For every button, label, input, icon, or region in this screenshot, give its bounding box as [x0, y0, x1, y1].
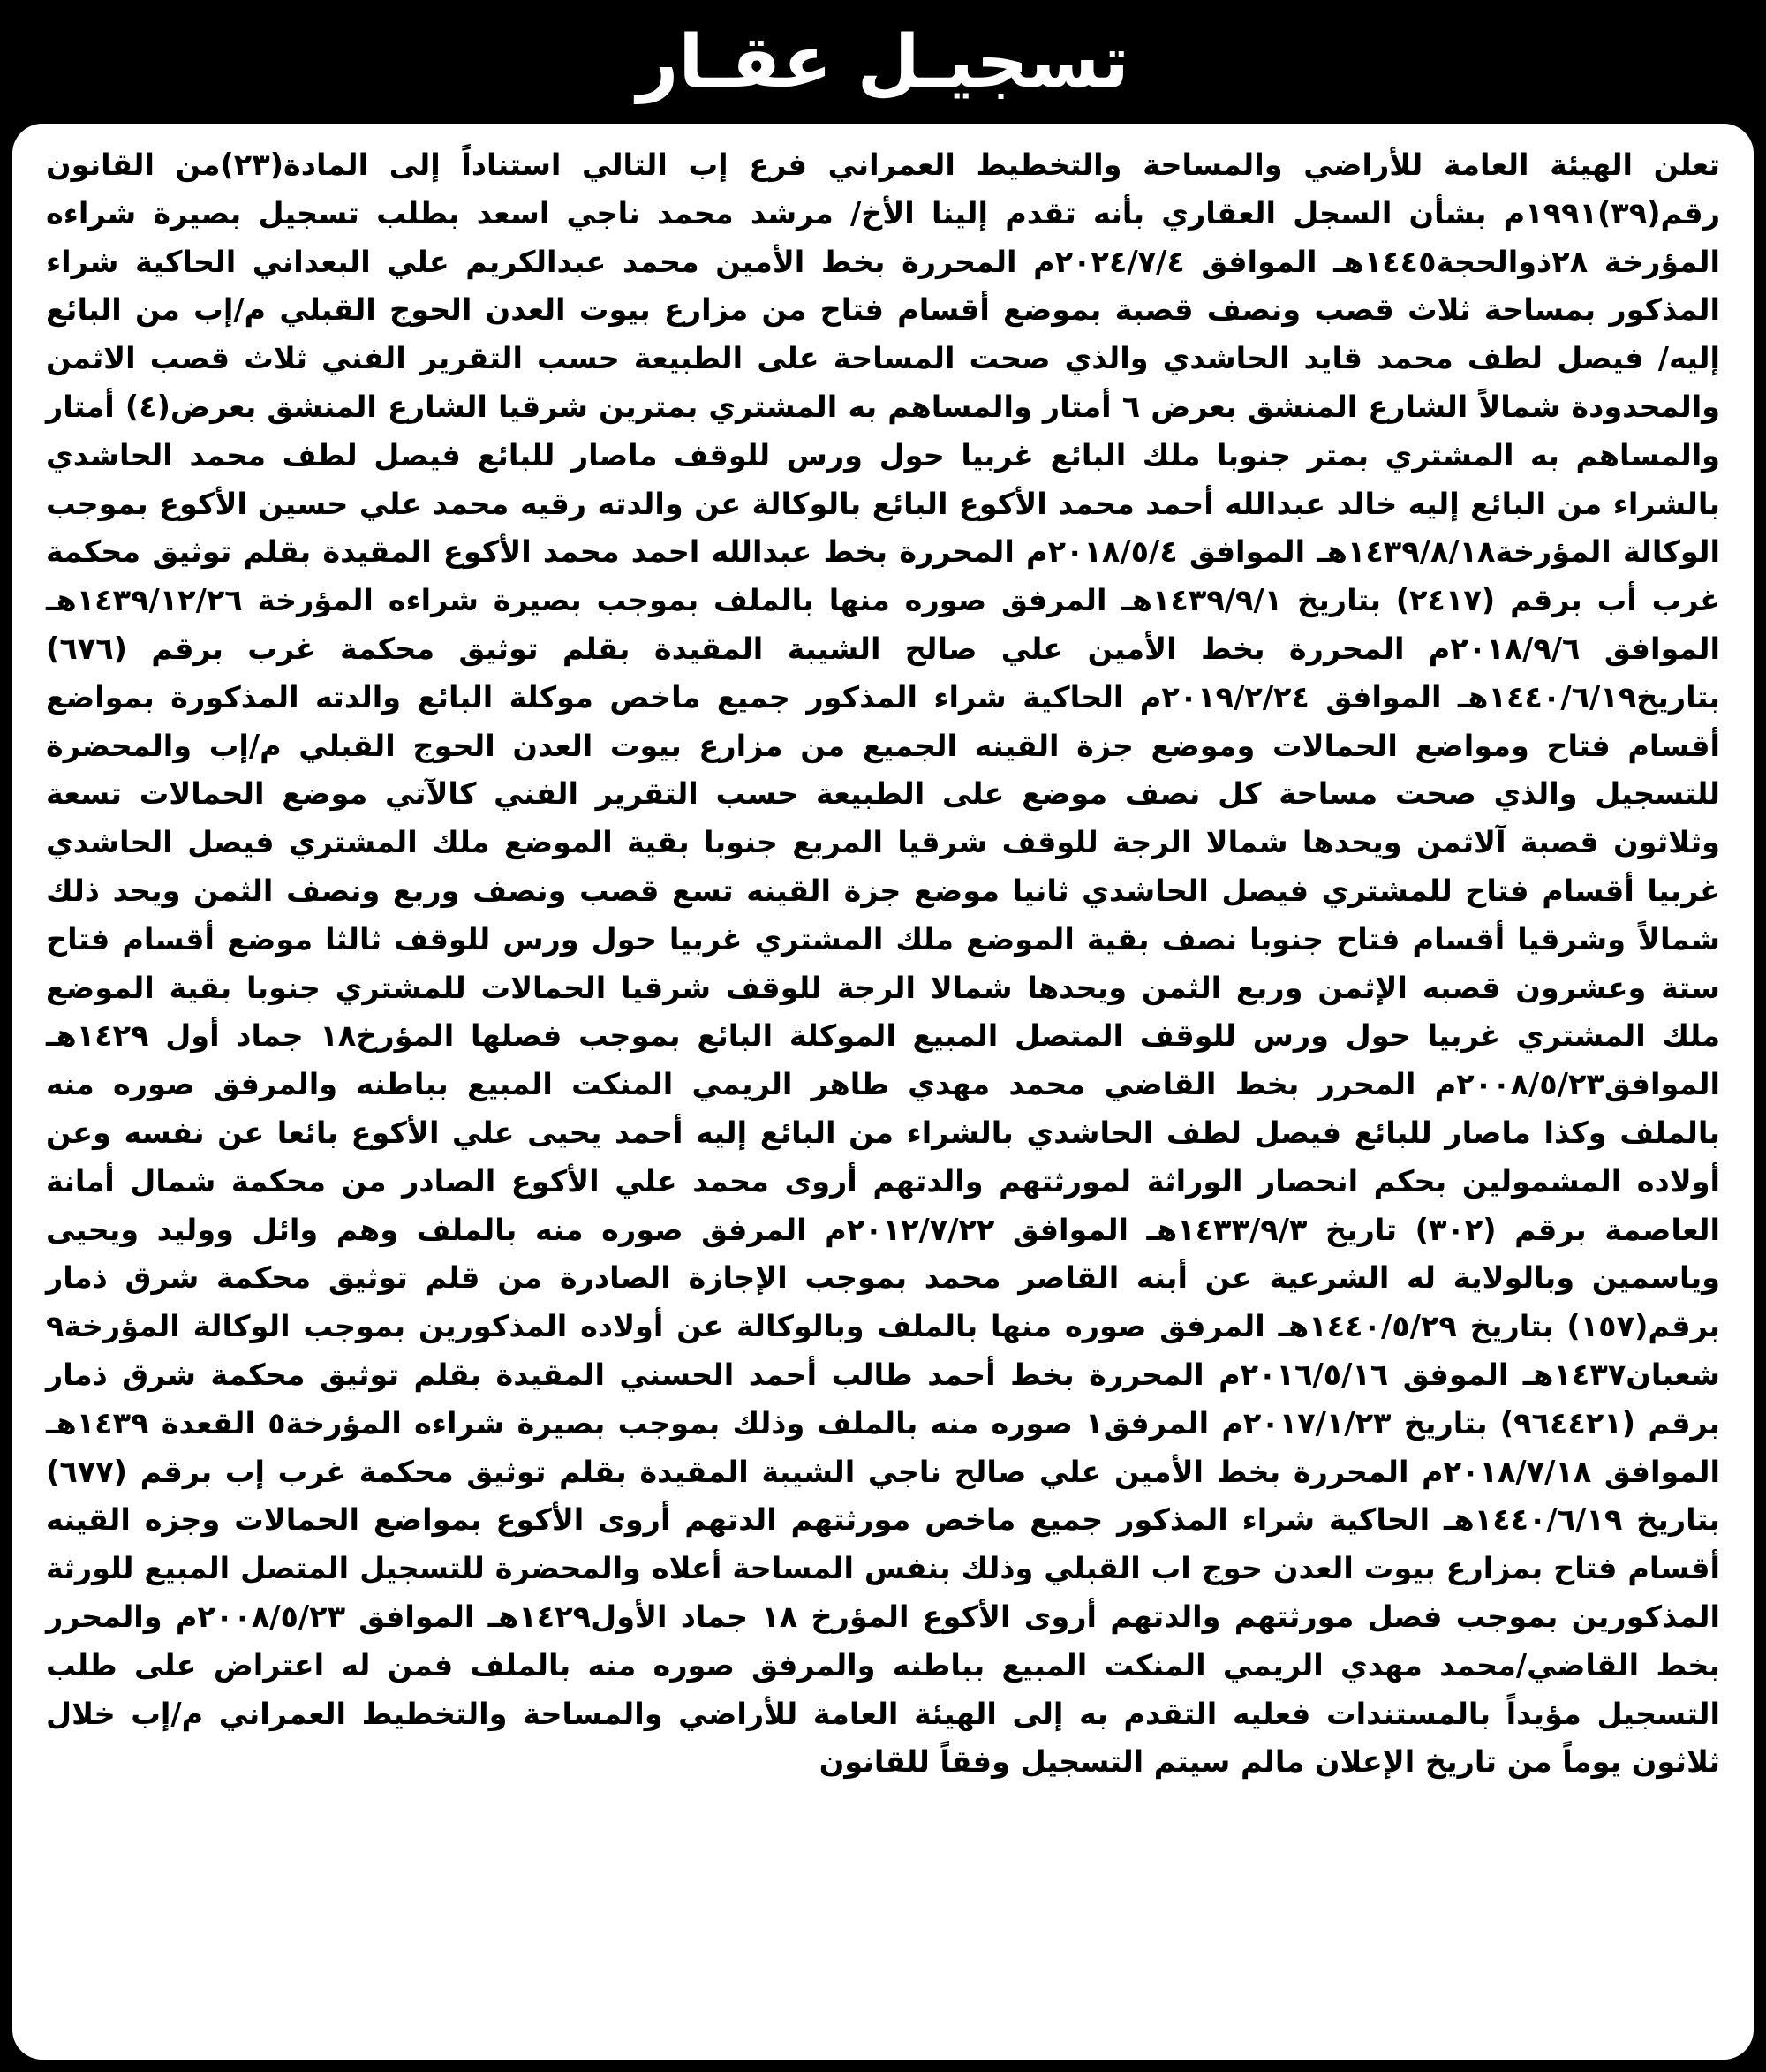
- notice-body-text: تعلن الهيئة العامة للأراضي والمساحة والتخطيط العمراني فرع إب التالي استناداً إلى المادة(٢٣)من القانون رقم(٣٩)١٩٩١م بشأن السجل العقاري بأنه تقدم إلينا الأخ/ مرشد محمد ناجي اسعد بطلب تسجيل بصيرة شراءه المؤرخة ٢٨ذوالحجة١٤٤٥هـ الموافق ٢٠٢٤/٧/٤م المحررة بخط الأمين محمد عبدالكريم علي البعداني الحاكية شراء المذكور بمساحة ثلاث قصب ونصف قصبة بموضع أقسام فتاح من مزارع بيوت العدن الحوج القبلي م/إب من البائع إليه/ فيصل لطف محمد قايد الحاشدي والذي صحت المساحة على الطبيعة حسب التقرير الفني ثلاث قصب الاثمن والمحدودة شمالاً الشارع المنشق بعرض ٦ أمتار والمساهم به المشتري بمترين شرقيا الشارع المنشق بعرض(٤) أمتار والمساهم به المشتري بمتر جنوبا ملك البائع غربيا حول ورس للوقف ماصار للبائع فيصل لطف محمد الحاشدي بالشراء من البائع إليه خالد عبدالله أحمد محمد الأكوع البائع بالوكالة عن والدته رقيه محمد علي حسين الأكوع بموجب الوكالة المؤرخة١٤٣٩/٨/١٨هـ الموافق ٢٠١٨/٥/٤م المحررة بخط عبدالله احمد محمد الأكوع المقيدة بقلم توثيق محكمة غرب أب برقم (٢٤١٧) بتاريخ ١٤٣٩/٩/١هـ المرفق صوره منها بالملف بموجب بصيرة شراءه المؤرخة ١٤٣٩/١٢/٢٦هـ الموافق ٢٠١٨/٩/٦م المحررة بخط الأمين علي صالح الشيبة المقيدة بقلم توثيق محكمة غرب برقم (٦٧٦) بتاريخ١٤٤٠/٦/١٩هـ الموافق ٢٠١٩/٢/٢٤م الحاكية شراء المذكور جميع ماخص موكلة البائع والدته المذكورة بمواضع أقسام فتاح ومواضع الحمالات وموضع جزة القينه الجميع من مزارع بيوت العدن الحوج القبلي م/إب والمحضرة للتسجيل والذي صحت مساحة كل نصف موضع على الطبيعة حسب التقرير الفني كالآتي موضع الحمالات تسعة وثلاثون قصبة آلاثمن ويحدها شمالا الرجة للوقف شرقيا المربع جنوبا بقية الموضع ملك المشتري فيصل الحاشدي غربيا أقسام فتاح للمشتري فيصل الحاشدي ثانيا موضع جزة القينه تسع قصب ونصف وربع ونصف الثمن ويحد ذلك شمالاً وشرقيا أقسام فتاح جنوبا نصف بقية الموضع ملك المشتري غربيا حول ورس للوقف ثالثا موضع أقسام فتاح ستة وعشرون قصبه الإثمن وربع الثمن ويحدها شمالا الرجة للوقف شرقيا الحمالات للمشتري جنوبا بقية الموضع ملك المشتري غربيا حول ورس للوقف المتصل المبيع الموكلة البائع بموجب فصلها المؤرخ١٨ جماد أول ١٤٢٩هـ الموافق٢٠٠٨/٥/٢٣م المحرر بخط القاضي محمد مهدي طاهر الريمي المنكت المبيع بباطنه والمرفق صوره منه بالملف وكذا ماصار للبائع فيصل لطف الحاشدي بالشراء من البائع إليه أحمد يحيى علي الأكوع بائعا عن نفسه وعن أولاده المشمولين بحكم انحصار الوراثة لمورثتهم والدتهم أروى محمد علي الأكوع الصادر من محكمة شمال أمانة العاصمة برقم (٣٠٢) تاريخ ١٤٣٣/٩/٣هـ الموافق ٢٠١٢/٧/٢٢م المرفق صوره منه بالملف وهم وائل ووليد ويحيى وياسمين وبالولاية له الشرعية عن أبنه القاصر محمد بموجب الإجازة الصادرة من قلم توثيق محكمة شرق ذمار برقم(١٥٧) بتاريخ ١٤٤٠/٥/٢٩هـ المرفق صوره منها بالملف وبالوكالة عن أولاده المذكورين بموجب الوكالة المؤرخة٩ شعبان١٤٣٧هـ الموفق ٢٠١٦/٥/١٦م المحررة بخط أحمد طالب أحمد الحسني المقيدة بقلم توثيق محكمة شرق ذمار برقم (٩٦٤٤٢١) بتاريخ ٢٠١٧/١/٢٣م المرفق١ صوره منه بالملف وذلك بموجب بصيرة شراءه المؤرخة٥ القعدة ١٤٣٩هـ الموافق ٢٠١٨/٧/١٨م المحررة بخط الأمين علي صالح ناجي الشيبة المقيدة بقلم توثيق محكمة غرب إب برقم (٦٧٧) بتاريخ ١٤٤٠/٦/١٩هـ الحاكية شراء المذكور جميع ماخص مورثتهم الدتهم أروى الأكوع بمواضع الحمالات وجزه القينه أقسام فتاح بمزارع بيوت العدن حوج اب القبلي وذلك بنفس المساحة أعلاه والمحضرة للتسجيل المتصل المبيع للورثة المذكورين بموجب فصل مورثتهم والدتهم أروى الأكوع المؤرخ ١٨ جماد الأول١٤٢٩هـ الموافق ٢٠٠٨/٥/٢٣م والمحرر بخط القاضي/محمد مهدي الريمي المنكت المبيع بباطنه والمرفق صوره منه بالملف فمن له اعتراض على طلب التسجيل مؤيداً بالمستندات فعليه التقدم به إلى الهيئة العامة للأراضي والمساحة والتخطيط العمراني م/إب خلال ثلاثون يوماً من تاريخ الإعلان مالم سيتم التسجيل وفقاً للقانون: [46, 147, 1720, 1780]
- notice-title: تسجيـل عقـار: [637, 19, 1129, 104]
- notice-content-box: [12, 124, 1754, 2060]
